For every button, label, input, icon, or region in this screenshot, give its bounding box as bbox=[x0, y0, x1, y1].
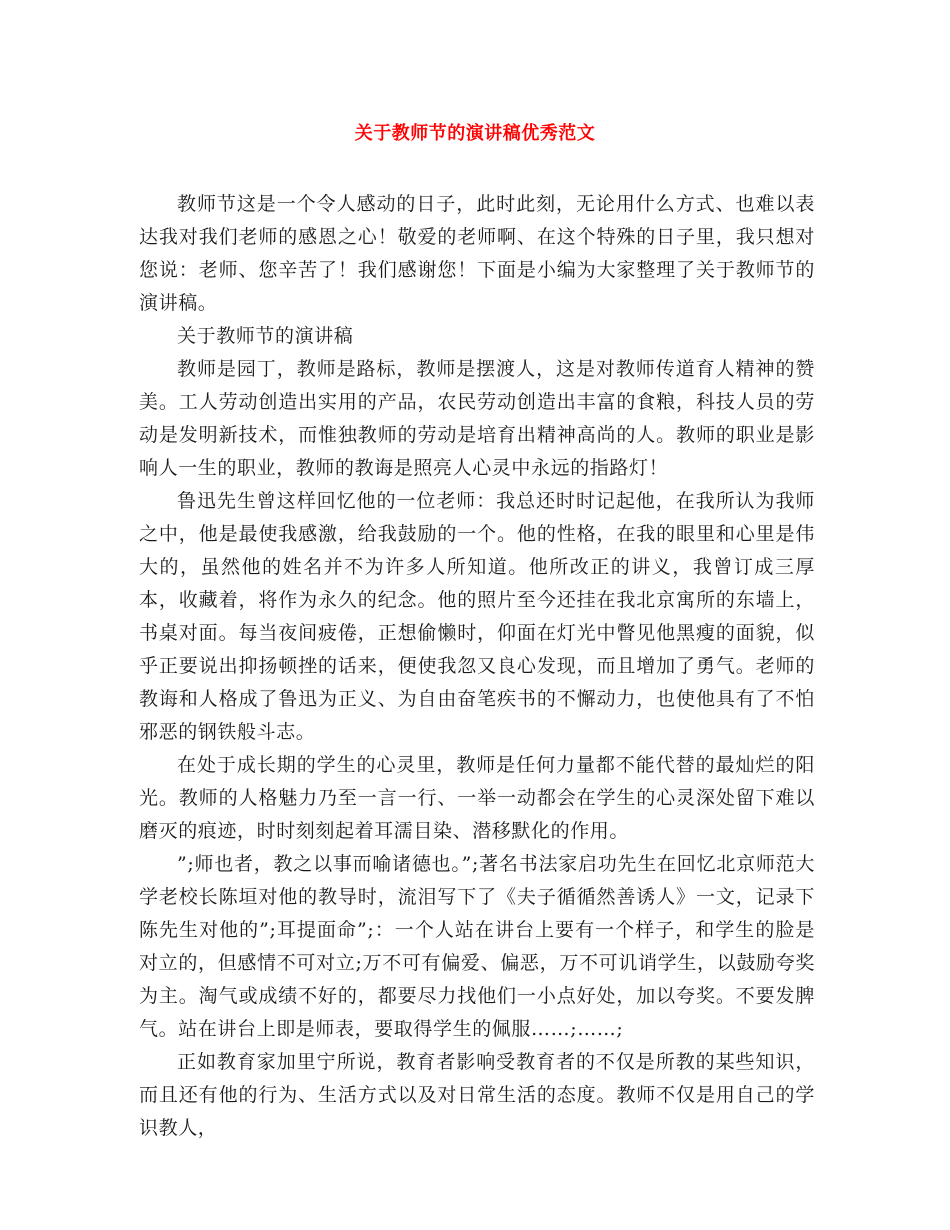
document-body bbox=[139, 188, 815, 1145]
paragraph-kalinin: 正如教育家加里宁所说，教育者影响受教育者的不仅是所教的某些知识，而且还有他的行为、生活方式以及对日常生活的态度。教师不仅是用自己的学识教人， bbox=[139, 1051, 815, 1139]
paragraph-teacher-metaphor: 教师是园丁，教师是路标，教师是摆渡人，这是对教师传道育人精神的赞美。工人劳动创造出实用的产品，农民劳动创造出丰富的食粮，科技人员的劳动是发明新技术，而惟独教师的劳动是培育出精神高尚的人。教师的职业是影响人一生的职业，教师的教诲是照亮人心灵中永远的指路灯！ bbox=[139, 358, 815, 479]
paragraph-intro: 教师节这是一个令人感动的日子，此时此刻，无论用什么方式、也难以表达我对我们老师的感恩之心！敬爱的老师啊、在这个特殊的日子里，我只想对您说：老师、您辛苦了！我们感谢您！下面是小编为大家整理了关于教师节的演讲稿。 bbox=[139, 193, 815, 314]
paragraph-qi-gong: ”;师也者，教之以事而喻诸德也。”;著名书法家启功先生在回忆北京师范大学老校长陈垣对他的教导时，流泪写下了《夫子循循然善诱人》一文，记录下陈先生对他的”;耳提面命”;：一个人站在讲台上要有一个样子，和学生的脸是对立的，但感情不可对立;万不可有偏爱、偏恶，万不可讥诮学生，以鼓励夸奖为主。淘气或成绩不好的，都要尽力找他们一小点好处，加以夸奖。不要发脾气。站在讲台上即是师表，要取得学生的佩服……;……; bbox=[139, 853, 815, 1040]
paragraph-sunlight: 在处于成长期的学生的心灵里，教师是任何力量都不能代替的最灿烂的阳光。教师的人格魅力乃至一言一行、一举一动都会在学生的心灵深处留下难以磨灭的痕迹，时时刻刻起着耳濡目染、潜移默化的作用。 bbox=[139, 754, 815, 842]
section-heading: 关于教师节的演讲稿 bbox=[177, 325, 354, 347]
paragraph-lu-xun: 鲁迅先生曾这样回忆他的一位老师：我总还时时记起他，在我所认为我师之中，他是最使我感激，给我鼓励的一个。他的性格，在我的眼里和心里是伟大的，虽然他的姓名并不为许多人所知道。他所改正的讲义，我曾订成三厚本，收藏着，将作为永久的纪念。他的照片至今还挂在我北京寓所的东墙上，书桌对面。每当夜间疲倦，正想偷懒时，仰面在灯光中瞥见他黑瘦的面貌，似乎正要说出抑扬顿挫的话来，便使我忽又良心发现，而且增加了勇气。老师的教诲和人格成了鲁迅为正义、为自由奋笔疾书的不懈动力，也使他具有了不怕邪恶的钢铁般斗志。 bbox=[139, 490, 815, 743]
document-title: 关于教师节的演讲稿优秀范文 bbox=[354, 123, 596, 144]
